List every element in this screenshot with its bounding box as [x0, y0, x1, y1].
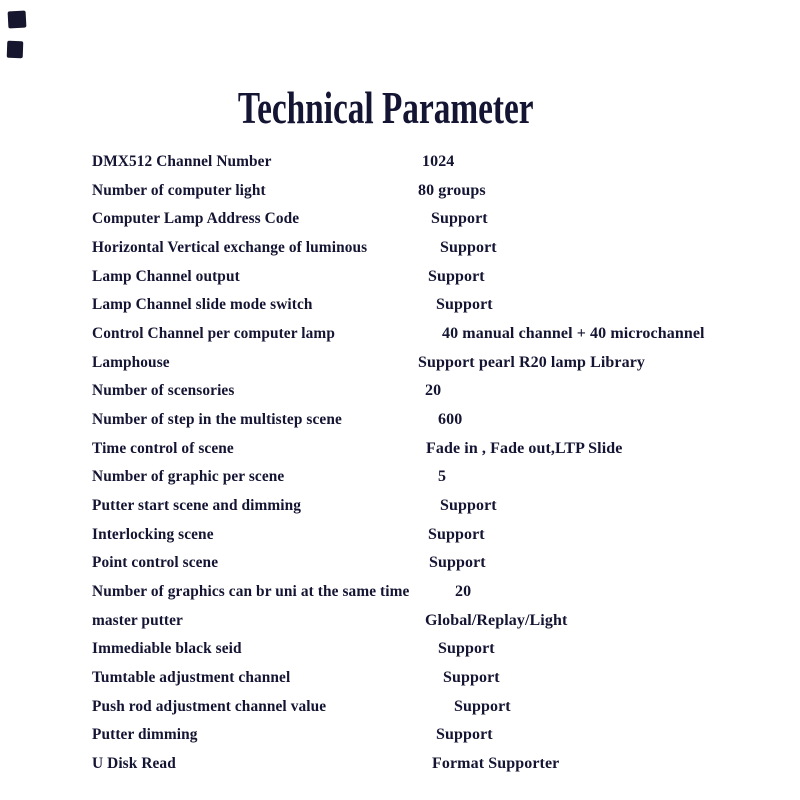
param-label: U Disk Read — [92, 755, 176, 773]
param-value: 600 — [438, 411, 463, 429]
table-row — [92, 438, 792, 467]
param-value: 20 — [455, 583, 472, 601]
parameter-table — [92, 151, 792, 782]
table-row — [92, 266, 792, 295]
param-value: 80 groups — [418, 181, 486, 199]
param-value: Format Supporter — [432, 755, 560, 773]
corner-artifact-mark-2 — [7, 41, 24, 59]
param-value: Support — [429, 554, 486, 572]
table-row — [92, 294, 792, 323]
param-label: Control Channel per computer lamp — [92, 325, 335, 343]
param-label: Number of scensories — [92, 382, 235, 400]
param-label: Tumtable adjustment channel — [92, 669, 291, 687]
param-value: Support — [431, 210, 488, 228]
param-label: Number of step in the multistep scene — [92, 411, 342, 429]
table-row — [92, 581, 792, 610]
param-label: Number of computer light — [92, 181, 266, 199]
param-label: DMX512 Channel Number — [92, 153, 272, 170]
param-value: 20 — [425, 382, 442, 400]
param-value: Support — [436, 726, 493, 744]
param-value: 5 — [438, 468, 447, 486]
param-value: Support pearl R20 lamp Library — [418, 353, 646, 371]
param-label: Lamp Channel output — [92, 267, 240, 285]
param-label: Time control of scene — [92, 439, 234, 457]
table-row — [92, 180, 792, 209]
table-row — [92, 380, 792, 409]
param-value: Support — [438, 640, 495, 658]
param-label: Immediable black seid — [92, 640, 242, 658]
table-row — [92, 753, 792, 782]
param-value: Support — [440, 239, 497, 257]
page-title: Technical Parameter — [237, 83, 534, 133]
param-value: 1024 — [422, 153, 455, 170]
param-label: master putter — [92, 611, 183, 629]
param-value: Support — [440, 497, 497, 515]
param-label: Number of graphics can br uni at the same time — [92, 583, 410, 601]
table-row — [92, 638, 792, 667]
table-row — [92, 696, 792, 725]
param-label: Computer Lamp Address Code — [92, 210, 300, 228]
param-value: Support — [436, 296, 493, 314]
table-row — [92, 409, 792, 438]
table-row — [92, 667, 792, 696]
param-label: Putter dimming — [92, 726, 198, 744]
table-row — [92, 323, 792, 352]
param-value: 40 manual channel + 40 microchannel — [442, 325, 705, 343]
param-value: Fade in , Fade out,LTP Slide — [426, 439, 623, 457]
param-label: Lamphouse — [92, 353, 170, 371]
param-value: Support — [428, 525, 485, 543]
param-value: Support — [454, 697, 511, 715]
table-row — [92, 151, 792, 180]
table-row — [92, 552, 792, 581]
table-row — [92, 495, 792, 524]
corner-artifact-mark-1 — [8, 11, 27, 29]
param-label: Interlocking scene — [92, 525, 214, 543]
param-value: Support — [428, 267, 485, 285]
param-value: Global/Replay/Light — [425, 611, 568, 629]
param-label: Point control scene — [92, 554, 219, 572]
table-row — [92, 524, 792, 553]
table-row — [92, 352, 792, 381]
param-label: Horizontal Vertical exchange of luminous — [92, 239, 368, 257]
table-row — [92, 724, 792, 753]
param-label: Number of graphic per scene — [92, 468, 285, 486]
table-row — [92, 466, 792, 495]
param-value: Support — [443, 669, 500, 687]
param-label: Putter start scene and dimming — [92, 497, 302, 515]
param-label: Lamp Channel slide mode switch — [92, 296, 313, 314]
table-row — [92, 610, 792, 639]
table-row — [92, 237, 792, 266]
table-row — [92, 208, 792, 237]
param-label: Push rod adjustment channel value — [92, 697, 327, 715]
